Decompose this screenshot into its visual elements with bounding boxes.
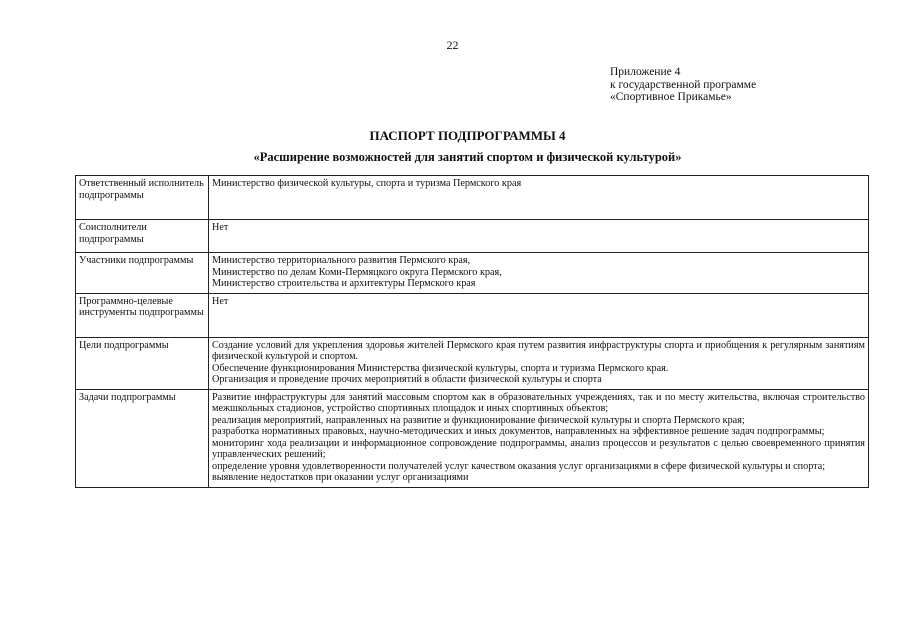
row-content [209,176,869,220]
appendix-line: Приложение 4 [610,66,681,78]
content-line: Министерство по делам Коми-Пермяцкого округа Пермского края, [212,266,502,278]
row-label: Ответственный исполнитель подпрограммы [76,176,209,220]
appendix-line: «Спортивное Прикамье» [610,91,732,103]
content-line: Министерство физической культуры, спорта и туризма Пермского края [212,178,522,189]
table-row [76,337,869,389]
content-line: выявление недостатков при оказании услуг организациями [212,472,469,483]
content-line: Министерство территориального развития Пермского края, [212,255,471,266]
content-line: Организация и проведение прочих мероприятий в области физической культуры и спорта [212,374,602,385]
row-content [209,253,869,294]
row-label: Задачи подпрограммы [76,389,209,487]
document-subtitle: «Расширение возможностей для занятий спортом и физической культурой» [253,150,682,164]
appendix-note [610,66,756,104]
passport-table [75,175,869,488]
row-label: Участники подпрограммы [76,253,209,294]
page-number: 22 [446,38,459,52]
document-title: ПАСПОРТ ПОДПРОГРАММЫ 4 [369,128,566,143]
content-line: определение уровня удовлетворенности получателей услуг качеством оказания услуг организациями в сфере физической культуры и спорта; [212,460,826,472]
row-label: Цели подпрограммы [76,337,209,389]
content-line: реализация мероприятий, направленных на развитие и функционирование физической культуры и спорта Пермского края; [212,414,745,426]
table-row [76,220,869,253]
row-content [209,389,869,487]
content-line: Развитие инфраструктуры для занятий массовым спортом как в образовательных учреждениях, так и по месту жительства, включая строительство межшкольных стадионов, устройство спортивных площадок и иных спортивных объектов; [212,391,865,414]
table-row [76,389,869,487]
content-line: Создание условий для укрепления здоровья жителей Пермского края путем развития инфраструктуры спорта и приобщения к регулярным занятиям физической культурой и спортом. [212,339,865,362]
table-row [76,176,869,220]
row-label: Соисполнители подпрограммы [76,220,209,253]
appendix-line: к государственной программе [610,78,757,91]
table-row [76,293,869,337]
row-content [209,293,869,337]
content-line: мониторинг хода реализации и информационное сопровождение подпрограммы, анализ процессов и результатов с целью своевременного принятия управленческих решений; [212,437,865,460]
content-line: Нет [212,222,229,233]
row-content [209,220,869,253]
row-label: Программно-целевые инструменты подпрограммы [76,293,209,337]
row-content [209,337,869,389]
table-row [76,253,869,294]
content-line: разработка нормативных правовых, научно-методических и иных документов, направленных на эффективное решение задач подпрограммы; [212,426,825,437]
content-line: Обеспечение функционирования Министерства физической культуры, спорта и туризма Пермского края. [212,362,669,374]
content-line: Нет [212,295,229,307]
content-line: Министерство строительства и архитектуры Пермского края [212,278,476,289]
